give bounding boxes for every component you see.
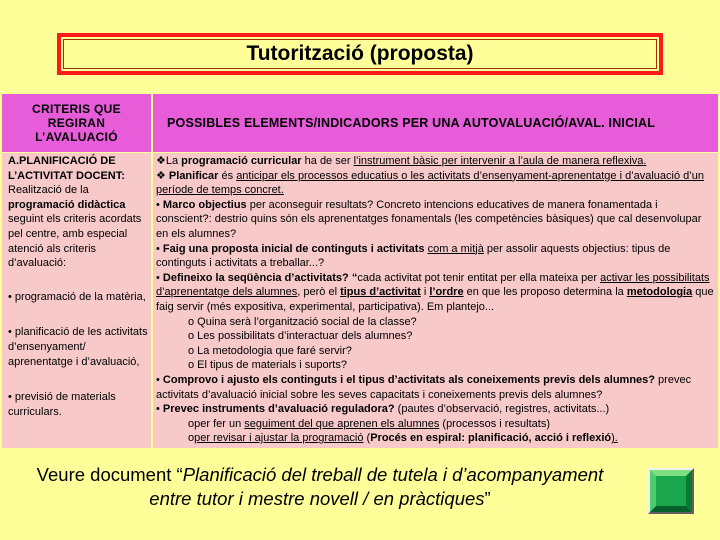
navigation-arrow-icon xyxy=(650,470,692,512)
indicators-column xyxy=(153,153,718,448)
footer-reference: Veure document “Planificació del treball de tutela i d’acompanyament entre tutor i mestre novell / en pràctiques” xyxy=(36,464,604,509)
criteria-column xyxy=(2,153,151,448)
indicator-item: • Marco objectius per aconseguir resultats? Concreto intencions educatives de manera fonamentada i conscient?: destrio quins són els aprenentatges fonamentals (les competències bàsiques) que cal desenvolupar en els alumnes? xyxy=(156,198,702,240)
indicator-item: ❖La programació curricular ha de ser l’instrument bàsic per intervenir a l’aula de manera reflexiva. xyxy=(156,155,647,167)
indicator-subitem: o La metodologia que faré servir? xyxy=(188,344,352,357)
criteria-paragraph: Realització de la programació didàctica seguint els criteris acordats pel centre, amb especial atenció als criteris d’avaluació: xyxy=(8,184,142,270)
indicator-item: • Comprovo i ajusto els continguts i el tipus d’activitats als coneixements previs dels alumnes? prevec activitats d’avaluació inicial sobre les seves capacitats i coneixements previs dels alumnes? xyxy=(156,373,692,401)
criteria-bullet: • programació de la matèria, xyxy=(8,290,146,303)
header-criteria: CRITERIS QUE REGIRAN L’AVALUACIÓ xyxy=(2,94,151,152)
indicator-subitem: o Quina serà l’organització social de la classe? xyxy=(188,315,417,328)
indicator-item: • Prevec instruments d’avaluació reguladora? (pautes d’observació, registres, activitats...) xyxy=(156,403,610,416)
header-indicators: POSSIBLES ELEMENTS/INDICADORS PER UNA AUTOVALUACIÓ/AVAL. INICIAL xyxy=(153,94,718,152)
indicator-subitem: oper revisar i ajustar la programació (Procés en espiral: planificació, acció i reflexió). xyxy=(188,432,618,445)
indicator-subitem: oper fer un seguiment del que aprenen els alumnes (processos i resultats) xyxy=(188,417,550,430)
indicator-item: • Defineixo la seqüència d’activitats? “cada activitat pot tenir entitat per ella mateixa per activar les possibilitats d’aprenentatge dels alumnes, però el tipus d’activitat i l’ordre en que les proposo determina la metodologia que faig servir (més expositiva, experimental, participativa). Em plantejo... xyxy=(156,271,714,313)
indicator-item: • Faig una proposta inicial de continguts i activitats com a mitjà per assolir aquests objectius: tipus de continguts i activitats a treballar...? xyxy=(156,242,671,270)
criteria-heading: A.PLANIFICACIÓ DE L’ACTIVITAT DOCENT: xyxy=(8,155,125,182)
indicator-subitem: o El tipus de materials i suports? xyxy=(188,359,347,372)
page-title: Tutorització (proposta) xyxy=(246,42,474,65)
criteria-bullet: • previsió de materials curriculars. xyxy=(8,391,116,418)
evaluation-table xyxy=(2,94,718,448)
criteria-bullet: • planificació de les activitats d’ensenyament/ aprenentatge i d’avaluació, xyxy=(8,326,148,368)
next-slide-button[interactable] xyxy=(648,468,694,514)
indicator-item: ❖ Planificar és anticipar els processos educatius o les activitats d’ensenyament-aprenentatge i d’avaluació d’un període de temps concret. xyxy=(156,169,704,197)
title-box xyxy=(57,33,663,75)
indicator-subitem: o Les possibilitats d’interactuar dels alumnes? xyxy=(188,330,413,343)
